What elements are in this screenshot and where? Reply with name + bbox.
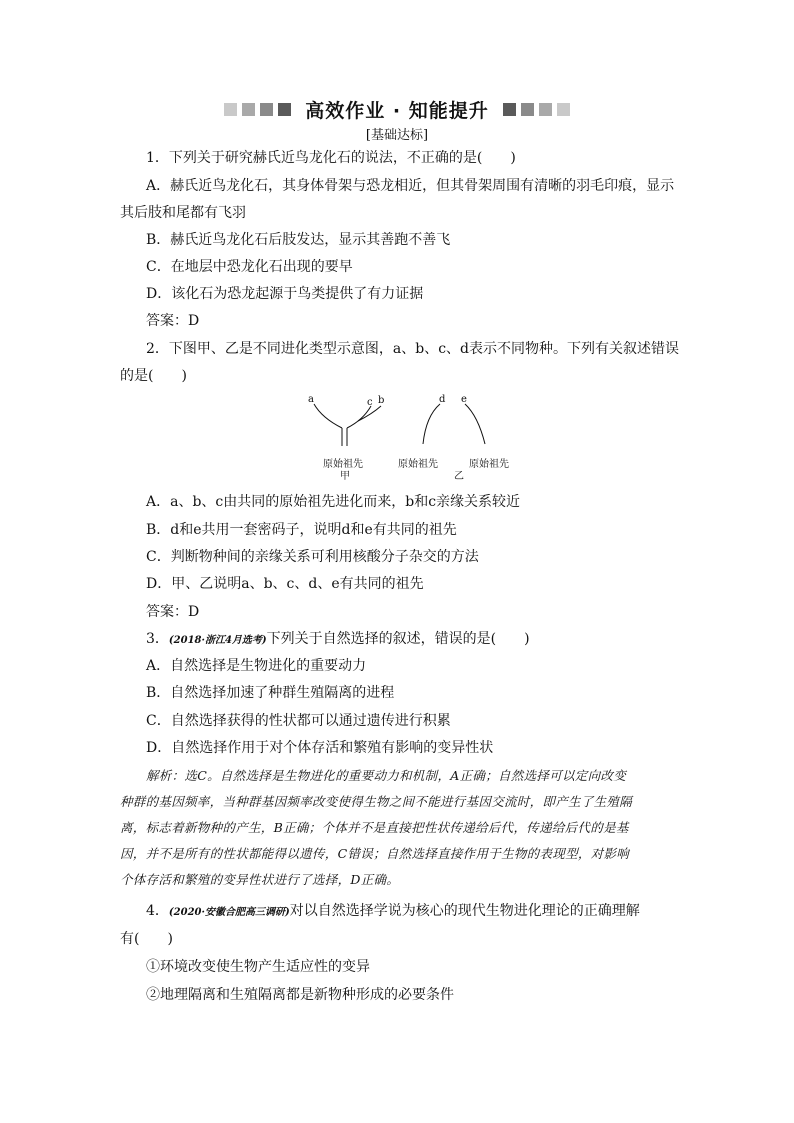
section-label: [基础达标] (365, 128, 429, 143)
q2-stem-cont: 的是( ) (120, 368, 187, 384)
yi-branch-e (465, 404, 485, 444)
q1-answer: 答案：D (146, 313, 200, 329)
q3-stem-text: 下列关于自然选择的叙述，错误的是( ) (266, 631, 530, 647)
q3-explanation-line4: 因，并不是所有的性状都能得以遗传，C错误；自然选择直接作用于生物的表现型，对影响 (120, 846, 630, 861)
q4-stem-text: 对以自然选择学说为核心的现代生物进化理论的正确理解 (289, 903, 640, 919)
q3-explanation-line5: 个体存活和繁殖的变异性状进行了选择，D正确。 (120, 872, 400, 887)
label-c: c (367, 397, 373, 408)
q3-explanation-line1: 解析：选C。自然选择是生物进化的重要动力和机制，A正确；自然选择可以定向改变 (146, 768, 626, 783)
q4-stem (146, 901, 640, 923)
jia-branch-c (347, 406, 371, 428)
q4-stem-cont: 有( ) (120, 931, 173, 947)
q2-option-b: B．d和e共用一套密码子，说明d和e有共同的祖先 (146, 522, 457, 538)
q3-option-a: A．自然选择是生物进化的重要动力 (146, 658, 367, 674)
q2-option-c: C．判断物种间的亲缘关系可利用核酸分子杂交的方法 (146, 549, 479, 565)
q1-stem: 1．下列关于研究赫氏近鸟龙化石的说法，不正确的是( ) (146, 150, 516, 166)
q2-stem: 2．下图甲、乙是不同进化类型示意图，a、b、c、d表示不同物种。下列有关叙述错误 (146, 341, 680, 357)
q4-item-2: ②地理隔离和生殖隔离都是新物种形成的必要条件 (146, 987, 454, 1003)
q3-option-c: C．自然选择获得的性状都可以通过遗传进行积累 (146, 713, 451, 729)
label-ancestor-yi-left: 原始祖先 (398, 459, 438, 470)
label-a: a (308, 394, 314, 405)
yi-branch-d (423, 404, 440, 444)
q2-answer: 答案：D (146, 604, 200, 620)
q3-stem (146, 629, 530, 651)
q3-source: (2018·浙江4月选考) (168, 635, 267, 646)
label-e: e (461, 394, 467, 405)
q1-option-a-cont: 其后肢和尾都有飞羽 (120, 205, 246, 221)
label-ancestor-yi-right: 原始祖先 (469, 459, 509, 470)
q3-option-b: B．自然选择加速了种群生殖隔离的进程 (146, 685, 395, 701)
q4-item-1: ①环境改变使生物产生适应性的变异 (146, 959, 370, 975)
q2-option-d: D．甲、乙说明a、b、c、d、e有共同的祖先 (146, 576, 424, 592)
label-jia: 甲 (340, 471, 350, 482)
label-d: d (439, 394, 446, 405)
q4-number: 4． (146, 903, 169, 919)
q2-option-a: A．a、b、c由共同的原始祖先进化而来，b和c亲缘关系较近 (146, 494, 521, 510)
diagram-yi (398, 394, 509, 482)
q3-number: 3． (146, 631, 169, 647)
q3-option-d: D．自然选择作用于对个体存活和繁殖有影响的变异性状 (146, 740, 494, 756)
label-ancestor-jia: 原始祖先 (323, 459, 363, 470)
q4-source: (2020·安徽合肥高三调研) (168, 907, 290, 918)
label-b: b (378, 395, 385, 406)
q1-option-a: A．赫氏近鸟龙化石，其身体骨架与恐龙相近，但其骨架周围有清晰的羽毛印痕，显示 (146, 178, 675, 194)
q1-option-b: B．赫氏近鸟龙化石后肢发达，显示其善跑不善飞 (146, 232, 451, 248)
page-title: 高效作业 · 知能提升 (305, 99, 489, 122)
q1-option-d: D．该化石为恐龙起源于鸟类提供了有力证据 (146, 286, 424, 302)
q3-explanation-line3: 离，标志着新物种的产生，B正确；个体并不是直接把性状传递给后代，传递给后代的是基 (120, 820, 629, 835)
q3-explanation-line2: 种群的基因频率，当种群基因频率改变使得生物之间不能进行基因交流时，即产生了生殖隔 (120, 794, 633, 809)
jia-branch-a (314, 404, 342, 428)
q1-option-c: C．在地层中恐龙化石出现的要早 (146, 259, 353, 275)
diagram-jia (308, 394, 384, 482)
label-yi: 乙 (454, 471, 464, 482)
